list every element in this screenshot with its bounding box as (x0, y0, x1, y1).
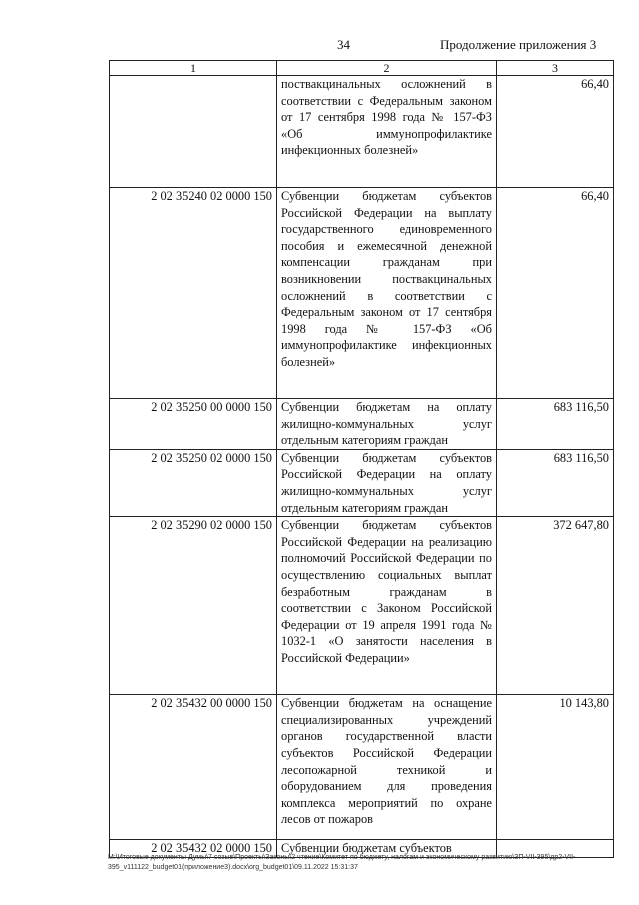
row-amount: 66,40 (497, 188, 614, 399)
table-row (110, 399, 614, 450)
row-amount: 66,40 (497, 76, 614, 188)
row-code: 2 02 35250 00 0000 150 (110, 399, 277, 450)
row-amount: 372 647,80 (497, 517, 614, 695)
row-code: 2 02 35250 02 0000 150 (110, 449, 277, 516)
row-description: Субвенции бюджетам субъектов (277, 840, 497, 858)
continuation-label: Продолжение приложения 3 (440, 37, 597, 52)
row-description: Субвенции бюджетам на оплату жилищно-коммунальных услуг отдельным категориям граждан (277, 399, 497, 450)
row-description: Субвенции бюджетам субъектов Российской Федерации на реализацию полномочий Российской Федерации по осуществлению социальных выплат безработным гражданам в соответствии с Законом Российской Федерации от 19 апреля 1991 года № 1032-1 «О занятости населения в Российской Федерации» (277, 517, 497, 695)
page-number: 34 (337, 37, 350, 52)
row-description: Субвенции бюджетам на оснащение специализированных учреждений органов государственной власти субъектов Российской Федерации лесопожарной техникой и оборудованием для проведения комплекса мероприятий по охране лесов от пожаров (277, 695, 497, 840)
column-header-3: 3 (497, 61, 614, 76)
table-row (110, 695, 614, 840)
row-code: 2 02 35240 02 0000 150 (110, 188, 277, 399)
budget-table (109, 60, 614, 858)
table-row (110, 449, 614, 516)
table-row (110, 76, 614, 188)
row-code: 2 02 35432 02 0000 150 (110, 840, 277, 858)
row-amount: 10 143,80 (497, 695, 614, 840)
document-path-footer: М:\Итоговые документы Думы\7 созыв\Проекты\Законы\2 чтение\Комитет по бюджету, налогам и экономическому развитию\ЗП-VII-395\др2-VII-395_v111122_budget01(приложение3).docx\org_budget01\09.11.2022 15:31:37 (108, 854, 576, 871)
table-row (110, 188, 614, 399)
row-description: Субвенции бюджетам субъектов Российской Федерации на оплату жилищно-коммунальных услуг отдельным категориям граждан (277, 449, 497, 516)
row-description: поствакцинальных осложнений в соответствии с Федеральным законом от 17 сентября 1998 года № 157-ФЗ «Об иммунопрофилактике инфекционных болезней» (277, 76, 497, 188)
row-amount: 683 116,50 (497, 449, 614, 516)
table-row (110, 517, 614, 695)
column-header-1: 1 (110, 61, 277, 76)
row-code: 2 02 35432 00 0000 150 (110, 695, 277, 840)
row-amount: 683 116,50 (497, 399, 614, 450)
table-header-row (110, 61, 614, 76)
row-code (110, 76, 277, 188)
row-code: 2 02 35290 02 0000 150 (110, 517, 277, 695)
row-description: Субвенции бюджетам субъектов Российской Федерации на выплату государственного единовременного пособия и ежемесячной денежной компенсации гражданам при возникновении поствакцинальных осложнений в соответствии с Федеральным законом от 17 сентября 1998 года № 157-ФЗ «Об иммунопрофилактике инфекционных болезней» (277, 188, 497, 399)
column-header-2: 2 (277, 61, 497, 76)
